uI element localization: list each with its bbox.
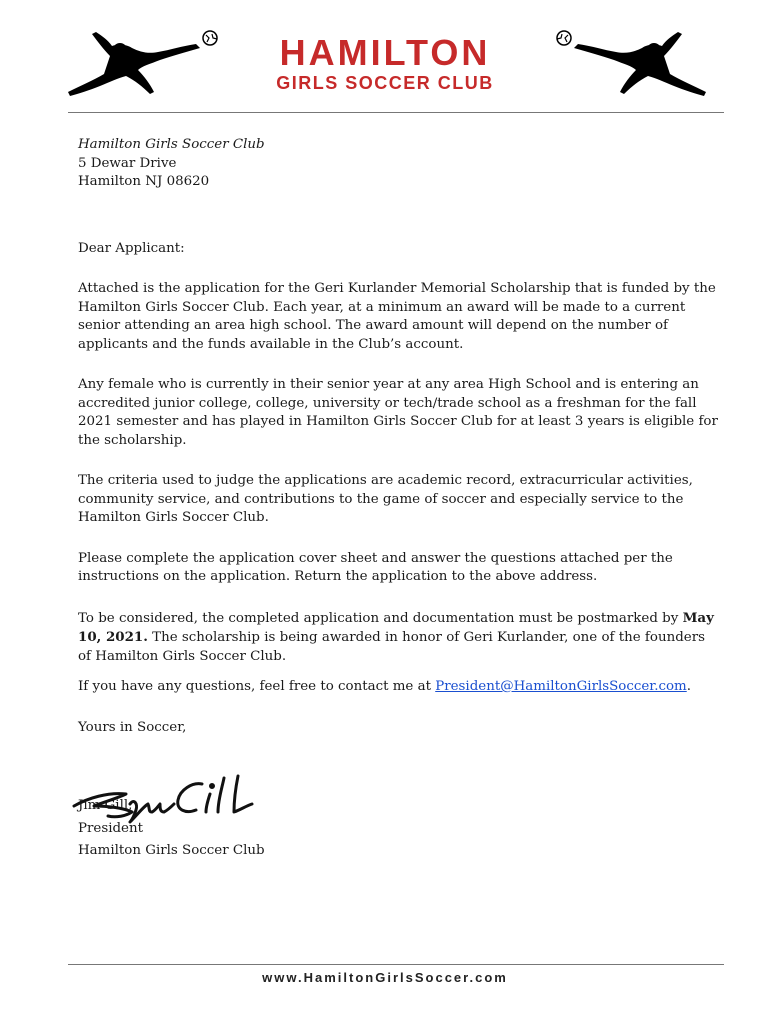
contact-text-pre: If you have any questions, feel free to contact me at (78, 679, 436, 694)
paragraph-eligibility: Any female who is currently in their senior year at any area High School and is entering an accredited junior college, college, university or tech/trade school as a freshman for the fall 2021 semester and has played in Hamilton Girls Soccer Club for at least 3 years is eligible for the scholarship. (78, 377, 718, 448)
footer-divider (68, 964, 724, 965)
paragraph-contact (78, 678, 718, 697)
deadline-date: May 10, 2021. (78, 609, 714, 645)
address-street: 5 Dewar Drive (78, 155, 177, 171)
paragraph-deadline (78, 609, 718, 667)
contact-text-post: . (686, 679, 691, 694)
contact-email-link[interactable]: President@HamiltonGirlsSoccer.com (435, 679, 687, 694)
deadline-text-post: The scholarship is being awarded in honor of Geri Kurlander, one of the founders of Hamilton Girls Soccer Club. (78, 630, 705, 664)
brand-name: HAMILTON (279, 32, 491, 73)
paragraph-application: Attached is the application for the Geri Kurlander Memorial Scholarship that is funded by the Hamilton Girls Soccer Club. Each year, at a minimum an award will be made to a current senior attending an area high school. The award amount will depend on the number of applicants and the funds available in the Club’s account. (78, 281, 716, 352)
soccer-player-silhouette-left (66, 26, 226, 102)
paragraph-instructions: Please complete the application cover sheet and answer the questions attached per the instructions on the application. Return the application to the above address. (78, 550, 673, 584)
footer-website[interactable]: www.HamiltonGirlsSoccer.com (262, 970, 508, 985)
brand-subtitle: GIRLS SOCCER CLUB (276, 73, 494, 93)
signer-organization: Hamilton Girls Soccer Club (78, 843, 265, 858)
address-city: Hamilton NJ 08620 (78, 174, 210, 189)
handwritten-signature (68, 770, 278, 828)
signer-name: Jim Gill, (78, 798, 133, 813)
club-brand (250, 34, 520, 94)
closing: Yours in Soccer, (78, 719, 187, 735)
address-organization: Hamilton Girls Soccer Club (78, 137, 265, 152)
salutation: Dear Applicant: (78, 240, 185, 256)
letter-body (78, 136, 718, 861)
deadline-text-pre: To be considered, the completed application and documentation must be postmarked by (78, 610, 683, 626)
soccer-player-silhouette-right (548, 26, 708, 102)
header-divider (68, 112, 724, 113)
signer-title: President (78, 820, 143, 836)
paragraph-criteria: The criteria used to judge the applications are academic record, extracurricular activities, community service, and contributions to the game of soccer and especially service to the Hamilton Girls Soccer Club. (78, 473, 693, 525)
